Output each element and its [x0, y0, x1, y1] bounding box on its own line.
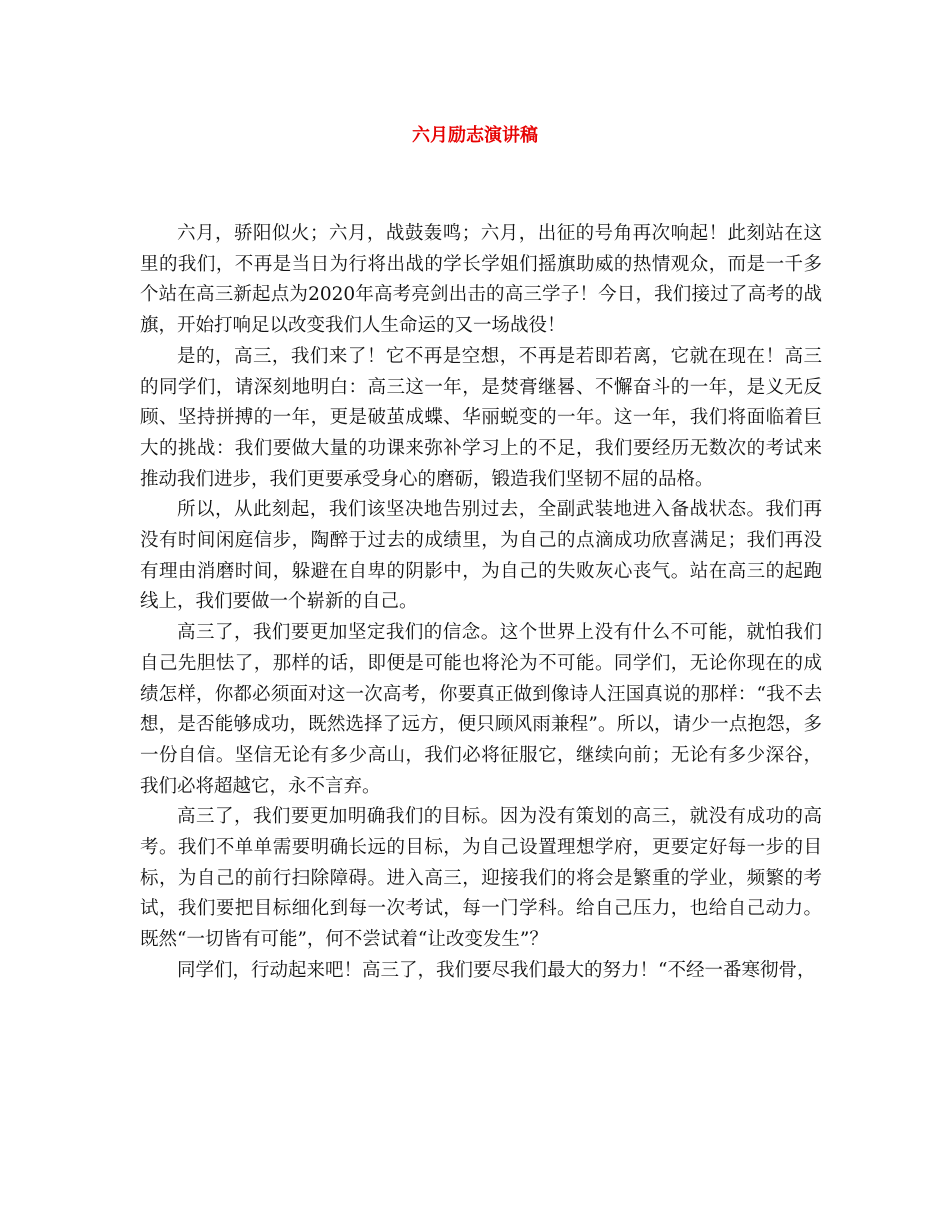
paragraph: 六月，骄阳似火；六月，战鼓轰鸣；六月，出征的号角再次响起！此刻站在这里的我们，不再是当日为行将出战的学长学姐们摇旗助威的热情观众，而是一千多个站在高三新起点为2020年高考亮剑出击的高三学子！今日，我们接过了高考的战旗，开始打响足以改变我们人生命运的又一场战役！: [140, 223, 822, 337]
paragraph: 同学们，行动起来吧！高三了，我们要尽我们最大的努力！“不经一番寒彻骨，: [177, 959, 816, 981]
paragraph: 所以，从此刻起，我们该坚决地告别过去，全副武装地进入备战状态。我们再没有时间闲庭信步，陶醉于过去的成绩里，为自己的点滴成功欣喜满足；我们再没有理由消磨时间，躲避在自卑的阴影中，为自己的失败灰心丧气。站在高三的起跑线上，我们要做一个崭新的自己。: [140, 499, 822, 613]
document-body: [140, 219, 822, 987]
paragraph: 高三了，我们要更加明确我们的目标。因为没有策划的高三，就没有成功的高考。我们不单单需要明确长远的目标，为自己设置理想学府，更要定好每一步的目标，为自己的前行扫除障碍。进入高三，迎接我们的将会是繁重的学业，频繁的考试，我们要把目标细化到每一次考试，每一门学科。给自己压力，也给自己动力。既然“一切皆有可能”，何不尝试着“让改变发生”？: [140, 806, 822, 951]
paragraph: 是的，高三，我们来了！它不再是空想，不再是若即若离，它就在现在！高三的同学们，请深刻地明白：高三这一年，是焚膏继晷、不懈奋斗的一年，是义无反顾、坚持拼搏的一年，更是破茧成蝶、华丽蜕变的一年。这一年，我们将面临着巨大的挑战：我们要做大量的功课来弥补学习上的不足，我们要经历无数次的考试来推动我们进步，我们更要承受身心的磨砺，锻造我们坚韧不屈的品格。: [140, 345, 822, 490]
paragraph: 高三了，我们要更加坚定我们的信念。这个世界上没有什么不可能，就怕我们自己先胆怯了，那样的话，即便是可能也将沦为不可能。同学们，无论你现在的成绩怎样，你都必须面对这一次高考，你要真正做到像诗人汪国真说的那样：“我不去想，是否能够成功，既然选择了远方，便只顾风雨兼程”。所以，请少一点抱怨，多一份自信。坚信无论有多少高山，我们必将征服它，继续向前；无论有多少深谷，我们必将超越它，永不言弃。: [140, 622, 822, 797]
document-title: 六月励志演讲稿: [412, 125, 538, 146]
